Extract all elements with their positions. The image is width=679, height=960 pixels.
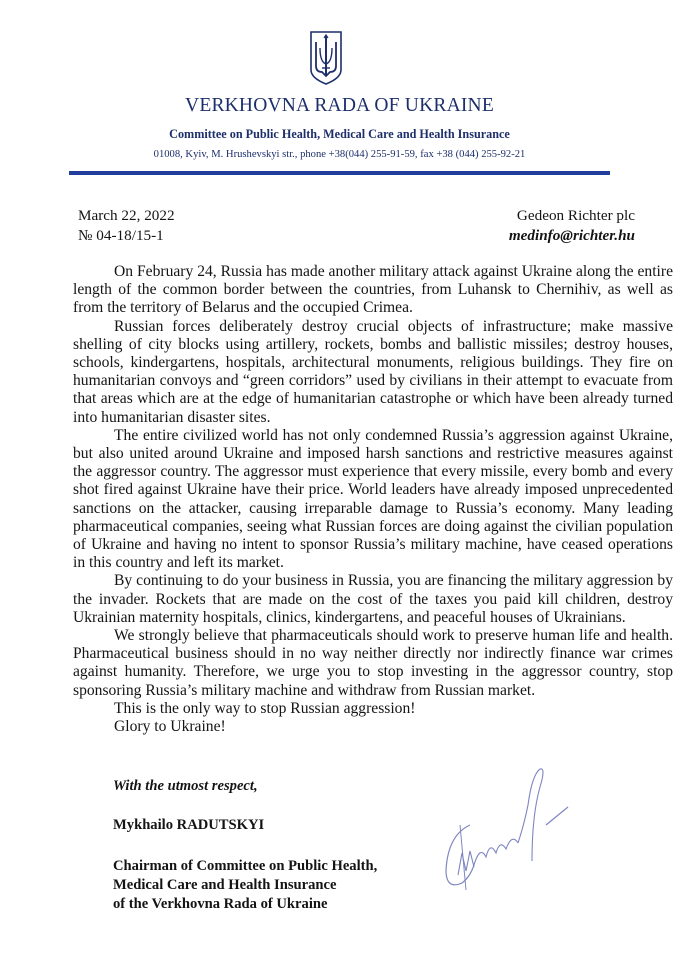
- committee-name: Committee on Public Health, Medical Care and Health Insurance: [169, 127, 510, 141]
- signer-name: Mykhailo RADUTSKYI: [113, 817, 265, 833]
- signer-title-line: Chairman of Committee on Public Health,: [113, 858, 378, 874]
- letter-body: [73, 263, 673, 736]
- letterhead-divider: [69, 171, 610, 175]
- committee-address: 01008, Kyiv, M. Hrushevskyi str., phone +38(044) 255-91-59, fax +38 (044) 255-92-21: [153, 149, 526, 160]
- body-paragraph: Glory to Ukraine!: [114, 718, 226, 736]
- handwritten-signature-icon: [440, 765, 580, 905]
- reference-number: № 04-18/15-1: [78, 227, 164, 244]
- signer-title: [113, 857, 377, 914]
- signer-title-line: Medical Care and Health Insurance: [113, 877, 337, 893]
- signer-title-line: of the Verkhovna Rada of Ukraine: [113, 896, 328, 912]
- recipient-name: Gedeon Richter plc: [516, 207, 635, 224]
- organization-title: VERKHOVNA RADA OF UKRAINE: [185, 95, 494, 116]
- body-paragraph: This is the only way to stop Russian aggression!: [114, 699, 416, 717]
- closing-salutation: With the utmost respect,: [113, 778, 258, 794]
- recipient-block: [509, 206, 635, 246]
- body-paragraph: On February 24, Russia has made another military attack against Ukraine along the entire length of the common border between the countries, from Luhansk to Chernihiv, as well as from the territory of Belarus and the occupied Crimea.: [73, 263, 673, 317]
- trident-coat-of-arms-icon: [309, 30, 343, 86]
- body-paragraph: The entire civilized world has not only condemned Russia’s aggression against Ukraine, but also united around Ukraine and imposed harsh sanctions and restrictive measures against the aggressor country. The aggressor must experience that every missile, every bomb and every shot fired against Ukraine have their price. World leaders have already imposed unprecedented sanctions on the attacker, causing irreparable damage to Russia’s economy. Many leading pharmaceutical companies, seeing what Russian forces are doing against the civilian population of Ukraine and having no intent to sponsor Russia’s military machine, have ceased operations in this country and left its market.: [73, 426, 673, 572]
- body-paragraph: We strongly believe that pharmaceuticals should work to preserve human life and health. Pharmaceutical business should in no way neither directly nor indirectly finance war crimes against humanity. Therefore, we urge you to stop investing in the aggressor country, stop sponsoring Russia’s military machine and withdraw from Russian market.: [73, 627, 673, 699]
- recipient-email: medinfo@richter.hu: [508, 227, 635, 244]
- letter-date: March 22, 2022: [78, 207, 175, 224]
- letter-meta: [78, 206, 175, 246]
- body-paragraph: Russian forces deliberately destroy crucial objects of infrastructure; make massive shelling of city blocks using artillery, rockets, bombs and ballistic missiles; destroy houses, schools, kindergartens, hospitals, architectural monuments, religious buildings. They fire on humanitarian convoys and “green corridors” used by civilians in their attempt to evacuate from that areas which are at the edge of humanitarian catastrophe or which have been already turned into humanitarian disaster sites.: [73, 317, 673, 426]
- body-paragraph: By continuing to do your business in Russia, you are financing the military aggression by the invader. Rockets that are made on the cost of the taxes you paid kill children, destroy Ukrainian maternity hospitals, clinics, kindergartens, and peaceful houses of Ukrainians.: [73, 572, 673, 626]
